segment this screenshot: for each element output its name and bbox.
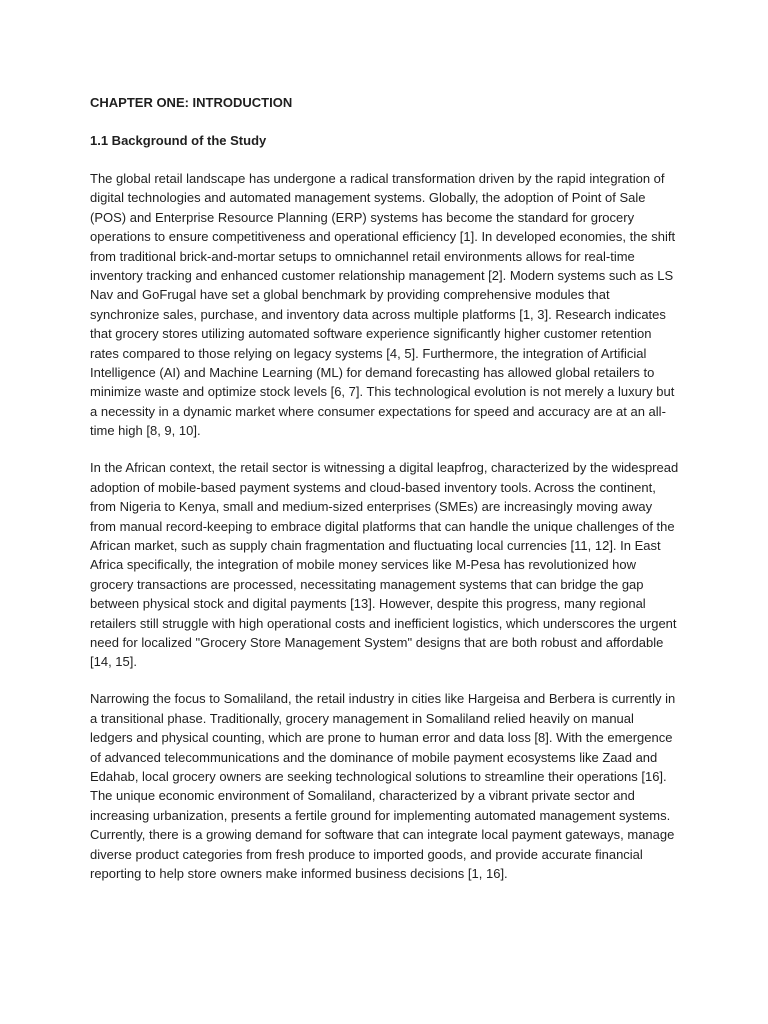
chapter-title: CHAPTER ONE: INTRODUCTION <box>90 95 293 110</box>
section-title: 1.1 Background of the Study <box>90 133 267 148</box>
paragraph-global-context: The global retail landscape has undergone a radical transformation driven by the rapid integration of digital technologies and automated management systems. Globally, the adoption of Point of Sale (POS) and Enterprise Resource Planning (ERP) systems has become the standard for grocery operations to ensure competitiveness and operational efficiency [1]. In developed economies, the shift from traditional brick-and-mortar setups to omnichannel retail environments allows for real-time inventory tracking and enhanced customer relationship management [2]. Modern systems such as LS Nav and GoFrugal have set a global benchmark by providing comprehensive modules that synchronize sales, purchase, and inventory data across multiple platforms [1, 3]. Research indicates that grocery stores utilizing automated software experience significantly higher customer retention rates compared to those relying on legacy systems [4, 5]. Furthermore, the integration of Artificial Intelligence (AI) and Machine Learning (ML) for demand forecasting has allowed global retailers to minimize waste and optimize stock levels [6, 7]. This technological evolution is not merely a luxury but a necessity in a dynamic market where consumer expectations for speed and accuracy are at an all-time high [8, 9, 10]. <box>90 171 676 439</box>
paragraph-african-context: In the African context, the retail sector is witnessing a digital leapfrog, characterized by the widespread adoption of mobile-based payment systems and cloud-based inventory tools. Across the continent, from Nigeria to Kenya, small and medium-sized enterprises (SMEs) are increasingly moving away from manual record-keeping to embrace digital platforms that can handle the unique challenges of the African market, such as supply chain fragmentation and fluctuating local currencies [11, 12]. In East Africa specifically, the integration of mobile money services like M-Pesa has revolutionized how grocery transactions are processed, necessitating management systems that can bridge the gap between physical stock and digital payments [13]. However, despite this progress, many regional retailers still struggle with high operational costs and inefficient logistics, which underscores the urgent need for localized "Grocery Store Management System" designs that are both robust and affordable [14, 15]. <box>90 460 679 670</box>
document-page <box>90 93 680 901</box>
paragraph-somaliland-context: Narrowing the focus to Somaliland, the retail industry in cities like Hargeisa and Berbera is currently in a transitional phase. Traditionally, grocery management in Somaliland relied heavily on manual ledgers and physical counting, which are prone to human error and data loss [8]. With the emergence of advanced telecommunications and the dominance of mobile payment ecosystems like Zaad and Edahab, local grocery owners are seeking technological solutions to streamline their operations [16]. The unique economic environment of Somaliland, characterized by a vibrant private sector and increasing urbanization, presents a fertile ground for implementing automated management systems. Currently, there is a growing demand for software that can integrate local payment gateways, manage diverse product categories from fresh produce to imported goods, and provide accurate financial reporting to help store owners make informed business decisions [1, 16]. <box>90 691 676 881</box>
